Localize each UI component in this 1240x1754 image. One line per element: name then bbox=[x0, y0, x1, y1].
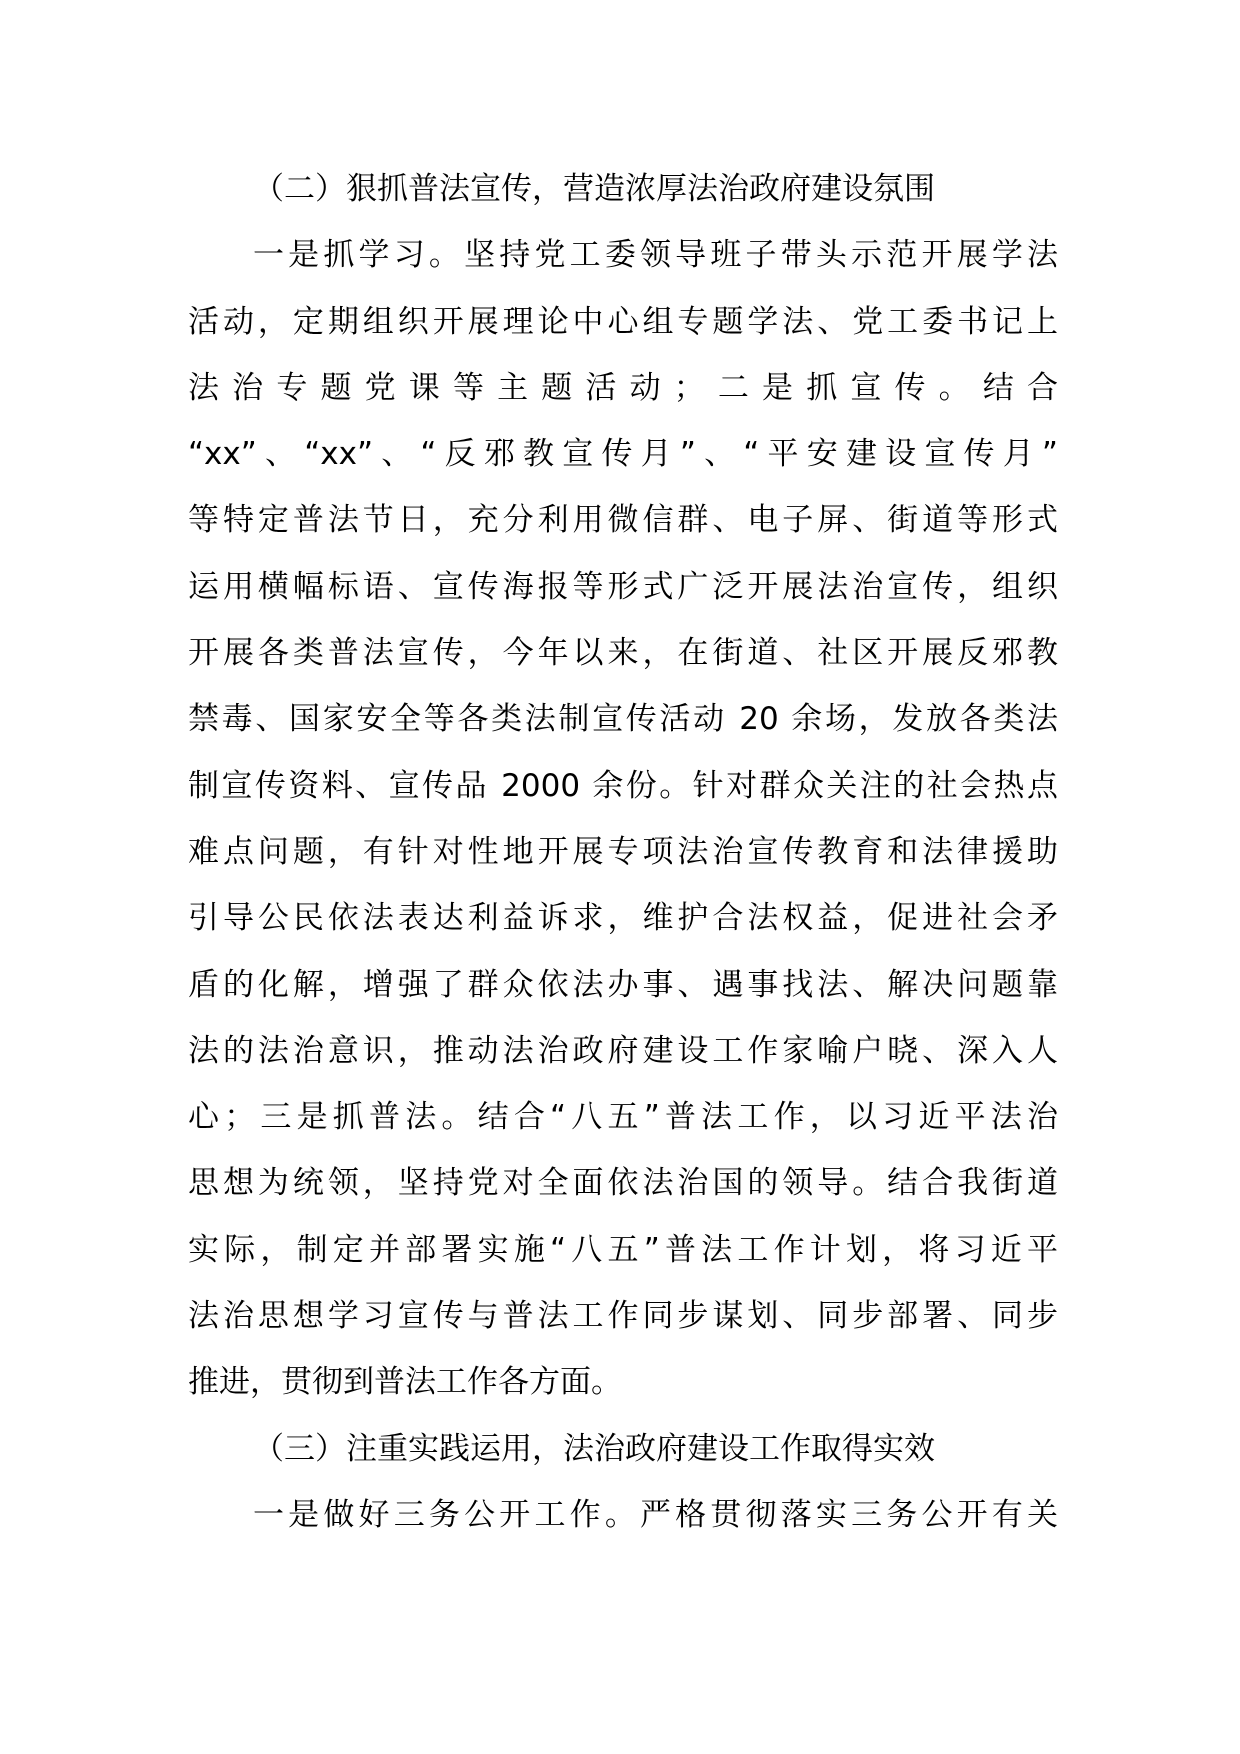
paragraph-line: 思想为统领，坚持党对全面依法治国的领导。结合我街道 bbox=[188, 1165, 1058, 1202]
paragraph-line: 引导公民依法表达利益诉求，维护合法权益，促进社会矛 bbox=[188, 900, 1058, 937]
paragraph-line: 心；三是抓普法。结合“八五”普法工作，以习近平法治 bbox=[188, 1099, 1058, 1136]
section-heading-2: （二）狠抓普法宣传，营造浓厚法治政府建设氛围 bbox=[253, 171, 935, 207]
paragraph-line: 法治思想学习宣传与普法工作同步谋划、同步部署、同步 bbox=[188, 1298, 1058, 1335]
paragraph-line: 难点问题，有针对性地开展专项法治宣传教育和法律援助 bbox=[188, 833, 1058, 870]
paragraph-line: 法的法治意识，推动法治政府建设工作家喻户晓、深入人 bbox=[188, 1032, 1058, 1069]
document-body bbox=[188, 156, 1058, 1548]
paragraph-line: 实际，制定并部署实施“八五”普法工作计划，将习近平 bbox=[188, 1231, 1058, 1268]
paragraph-line: 一是做好三务公开工作。严格贯彻落实三务公开有关 bbox=[253, 1496, 1058, 1533]
section-heading-3: （三）注重实践运用，法治政府建设工作取得实效 bbox=[253, 1430, 935, 1467]
paragraph-line: 法治专题党课等主题活动；二是抓宣传。结合 bbox=[188, 369, 1058, 406]
paragraph-line: 活动，定期组织开展理论中心组专题学法、党工委书记上 bbox=[188, 303, 1058, 340]
paragraph-line: 推进，贯彻到普法工作各方面。 bbox=[188, 1364, 622, 1401]
paragraph-line: “xx”、“xx”、“反邪教宣传月”、“平安建设宣传月” bbox=[188, 436, 1058, 473]
paragraph-line: 开展各类普法宣传，今年以来，在街道、社区开展反邪教 bbox=[188, 635, 1058, 672]
paragraph-line: 一是抓学习。坚持党工委领导班子带头示范开展学法 bbox=[253, 237, 1058, 274]
paragraph-line: 等特定普法节日，充分利用微信群、电子屏、街道等形式 bbox=[188, 502, 1058, 539]
paragraph-line: 禁毒、国家安全等各类法制宣传活动 20 余场，发放各类法 bbox=[188, 701, 1058, 738]
paragraph-line: 盾的化解，增强了群众依法办事、遇事找法、解决问题靠 bbox=[188, 966, 1058, 1003]
paragraph-line: 制宣传资料、宣传品 2000 余份。针对群众关注的社会热点 bbox=[188, 767, 1058, 804]
paragraph-line: 运用横幅标语、宣传海报等形式广泛开展法治宣传，组织 bbox=[188, 568, 1058, 605]
